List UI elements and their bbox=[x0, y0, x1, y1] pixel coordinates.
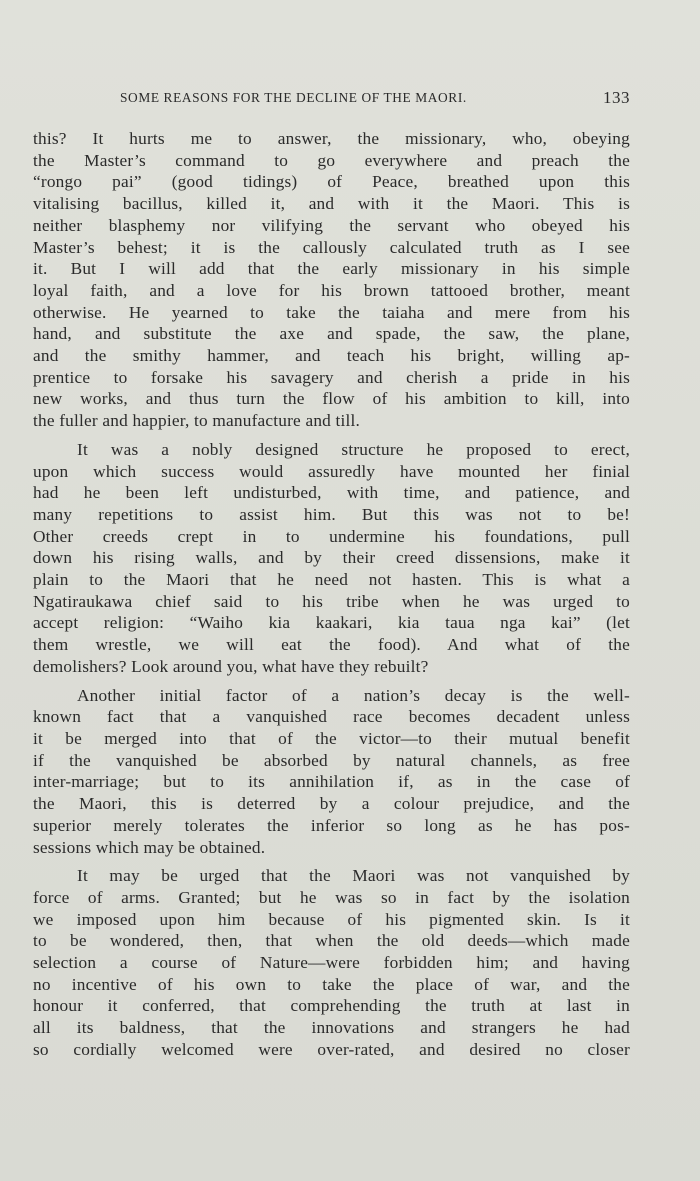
text-line: selection a course of Nature—were forbidden him; and having bbox=[33, 953, 630, 973]
text-line: the Maori, this is deterred by a colour prejudice, and the bbox=[33, 794, 630, 814]
text-line: loyal faith, and a love for his brown tattooed brother, meant bbox=[33, 280, 630, 300]
text-line: upon which success would assuredly have mounted her finial bbox=[33, 461, 630, 481]
running-title: SOME REASONS FOR THE DECLINE OF THE MAORI. bbox=[120, 90, 467, 105]
text-line: we imposed upon him because of his pigmented skin. Is it bbox=[33, 909, 630, 929]
text-line: it. But I will add that the early missionary in his simple bbox=[33, 259, 630, 279]
text-line: all its baldness, that the innovations and strangers he had bbox=[33, 1018, 630, 1038]
text-line: hand, and substitute the axe and spade, the saw, the plane, bbox=[33, 324, 630, 344]
text-line: no incentive of his own to take the place of war, and the bbox=[33, 974, 630, 994]
text-line: it be merged into that of the victor—to their mutual benefit bbox=[33, 728, 630, 748]
text-line: the Master’s command to go everywhere and preach the bbox=[33, 150, 630, 170]
text-line: demolishers? Look around you, what have they rebuilt? bbox=[33, 656, 429, 676]
text-line: sessions which may be obtained. bbox=[33, 837, 266, 857]
text-line: the fuller and happier, to manufacture and till. bbox=[33, 411, 361, 431]
text-line: new works, and thus turn the flow of his ambition to kill, into bbox=[33, 389, 630, 409]
text-line: “rongo pai” (good tidings) of Peace, breathed upon this bbox=[33, 172, 630, 192]
text-line: to be wondered, then, that when the old deeds—which made bbox=[33, 931, 630, 951]
text-line: if the vanquished be absorbed by natural channels, as free bbox=[33, 750, 630, 770]
paragraph-1 bbox=[33, 128, 630, 432]
paragraph-2 bbox=[33, 439, 630, 678]
text-line: many repetitions to assist him. But this was not to be! bbox=[33, 504, 630, 524]
paragraph-3 bbox=[33, 685, 630, 859]
text-line: Other creeds crept in to undermine his foundations, pull bbox=[33, 526, 630, 546]
text-line: neither blasphemy nor vilifying the servant who obeyed his bbox=[33, 215, 630, 235]
page-number: 133 bbox=[603, 88, 630, 107]
text-line: Ngatiraukawa chief said to his tribe when he was urged to bbox=[33, 591, 630, 611]
text-line: otherwise. He yearned to take the taiaha and mere from his bbox=[33, 302, 630, 322]
text-line: inter-marriage; but to its annihilation if, as in the case of bbox=[33, 772, 630, 792]
paragraph-4 bbox=[33, 865, 630, 1060]
page-header bbox=[120, 90, 630, 112]
text-line: force of arms. Granted; but he was so in fact by the isolation bbox=[33, 887, 630, 907]
text-line: plain to the Maori that he need not hasten. This is what a bbox=[33, 570, 630, 590]
text-line: this? It hurts me to answer, the missionary, who, obeying bbox=[33, 129, 630, 148]
text-line: superior merely tolerates the inferior so long as he has pos- bbox=[33, 815, 630, 835]
text-line: had he been left undisturbed, with time, and patience, and bbox=[33, 483, 630, 503]
text-line: and the smithy hammer, and teach his bright, willing ap- bbox=[33, 346, 630, 366]
text-line: accept religion: “Waiho kia kaakari, kia taua nga kai” (let bbox=[33, 613, 630, 633]
text-line: It may be urged that the Maori was not vanquished by bbox=[77, 866, 630, 886]
text-line: Another initial factor of a nation’s decay is the well- bbox=[77, 685, 630, 705]
text-line: prentice to forsake his savagery and cherish a pride in his bbox=[33, 367, 630, 387]
text-line: Master’s behest; it is the callously calculated truth as I see bbox=[33, 237, 630, 257]
text-line: vitalising bacillus, killed it, and with it the Maori. This is bbox=[33, 194, 630, 214]
body-text bbox=[33, 128, 630, 1068]
text-line: honour it conferred, that comprehending the truth at last in bbox=[33, 996, 630, 1016]
text-line: them wrestle, we will eat the food). And what of the bbox=[33, 635, 630, 655]
text-line: known fact that a vanquished race becomes decadent unless bbox=[33, 707, 630, 727]
text-line: down his rising walls, and by their creed dissensions, make it bbox=[33, 548, 630, 568]
text-line: It was a nobly designed structure he proposed to erect, bbox=[77, 439, 630, 459]
text-line: so cordially welcomed were over-rated, and desired no closer bbox=[33, 1039, 630, 1059]
